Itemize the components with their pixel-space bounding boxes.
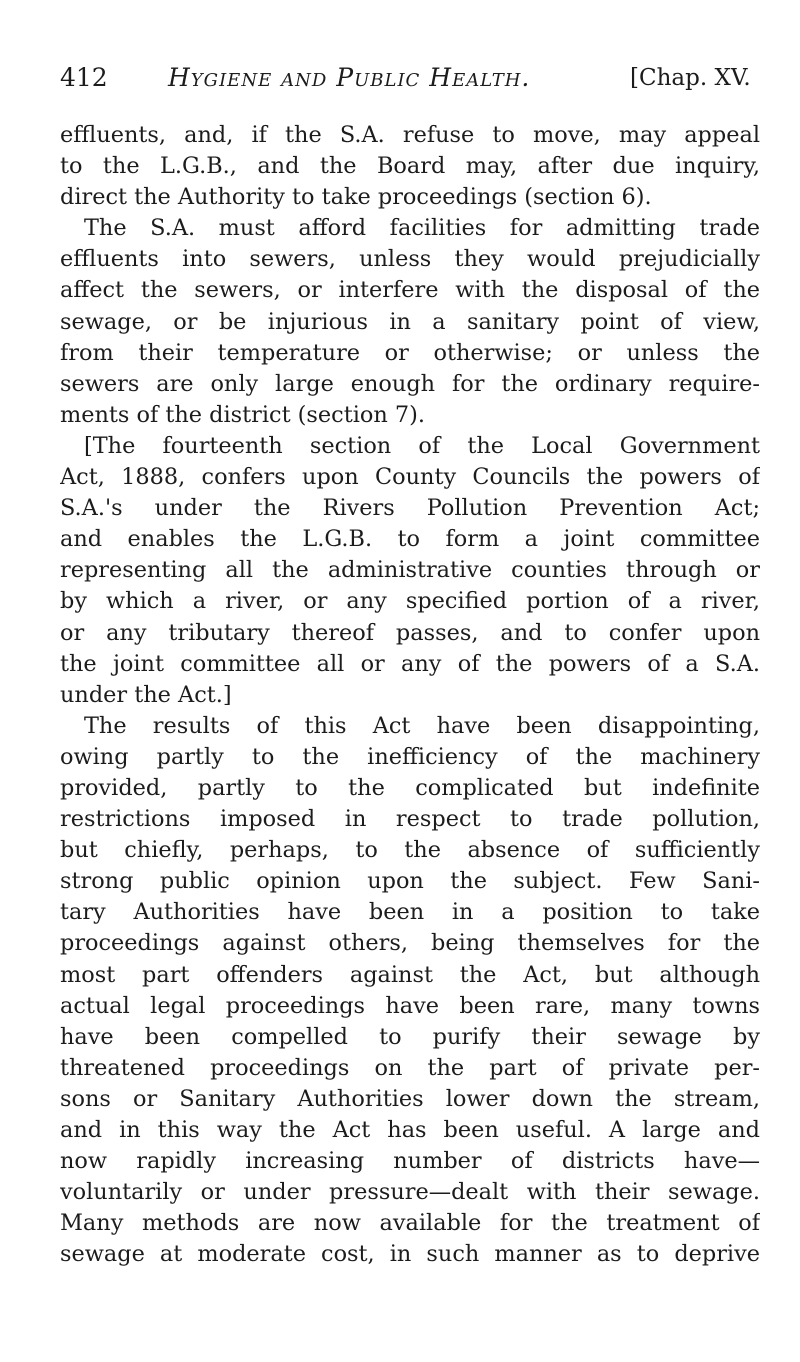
chapter-label: [Chap. XV. — [630, 65, 751, 91]
page-number: 412 — [60, 63, 108, 92]
text-line: The S.A. must afford facilities for admitting trade — [84, 215, 760, 242]
text-line: sons or Sanitary Authorities lower down the stream, — [60, 1085, 760, 1112]
text-line: effluents into sewers, unless they would prejudicially — [60, 246, 760, 273]
text-line: the joint committee all or any of the powers of a S.A. — [60, 650, 760, 677]
text-line: from their temperature or otherwise; or unless the — [60, 339, 760, 366]
text-line: S.A.'s under the Rivers Pollution Prevention Act; — [60, 495, 760, 522]
text-line: have been compelled to purify their sewage by — [60, 1023, 760, 1050]
text-line: affect the sewers, or interfere with the disposal of the — [60, 277, 760, 304]
text-line: direct the Authority to take proceedings (section 6). — [60, 184, 652, 211]
text-line: sewers are only large enough for the ordinary require- — [60, 370, 760, 397]
text-line: Act, 1888, confers upon County Councils the powers of — [60, 464, 760, 491]
text-line: provided, partly to the complicated but indefinite — [60, 774, 760, 801]
text-line: to the L.G.B., and the Board may, after due inquiry, — [60, 153, 760, 180]
text-line: effluents, and, if the S.A. refuse to move, may appeal — [60, 122, 760, 148]
text-line: sewage at moderate cost, in such manner as to deprive — [60, 1241, 760, 1268]
text-line: Many methods are now available for the treatment of — [60, 1210, 760, 1237]
text-line: representing all the administrative counties through or — [60, 557, 760, 584]
text-line: ments of the district (section 7). — [60, 401, 425, 428]
text-line: strong public opinion upon the subject. Few Sani- — [60, 868, 760, 895]
text-line: and enables the L.G.B. to form a joint committee — [60, 526, 760, 553]
text-line: threatened proceedings on the part of private per- — [60, 1054, 760, 1081]
text-line: tary Authorities have been in a position to take — [60, 899, 760, 926]
text-line: proceedings against others, being themselves for the — [60, 930, 760, 957]
text-line: by which a river, or any specified portion of a river, — [60, 588, 760, 615]
text-line: now rapidly increasing number of districts have— — [60, 1148, 760, 1175]
text-line: [The fourteenth section of the Local Government — [84, 432, 760, 459]
text-line: but chiefly, perhaps, to the absence of sufficiently — [60, 837, 760, 864]
text-line: and in this way the Act has been useful. A large and — [60, 1117, 760, 1143]
text-line: voluntarily or under pressure—dealt with their sewage. — [60, 1179, 760, 1206]
page-header — [60, 58, 780, 98]
text-line: restrictions imposed in respect to trade pollution, — [60, 806, 760, 833]
text-line: actual legal proceedings have been rare, many towns — [60, 992, 760, 1019]
text-line: The results of this Act have been disappointing, — [84, 712, 760, 739]
body-text — [60, 120, 760, 1270]
text-line: or any tributary thereof passes, and to confer upon — [60, 619, 760, 646]
text-line: owing partly to the inefficiency of the machinery — [60, 743, 760, 770]
text-line: under the Act.] — [60, 681, 232, 708]
text-line: sewage, or be injurious in a sanitary point of view, — [60, 308, 760, 335]
running-title: Hygiene and Public Health. — [168, 63, 531, 92]
text-line: most part offenders against the Act, but although — [60, 961, 760, 988]
